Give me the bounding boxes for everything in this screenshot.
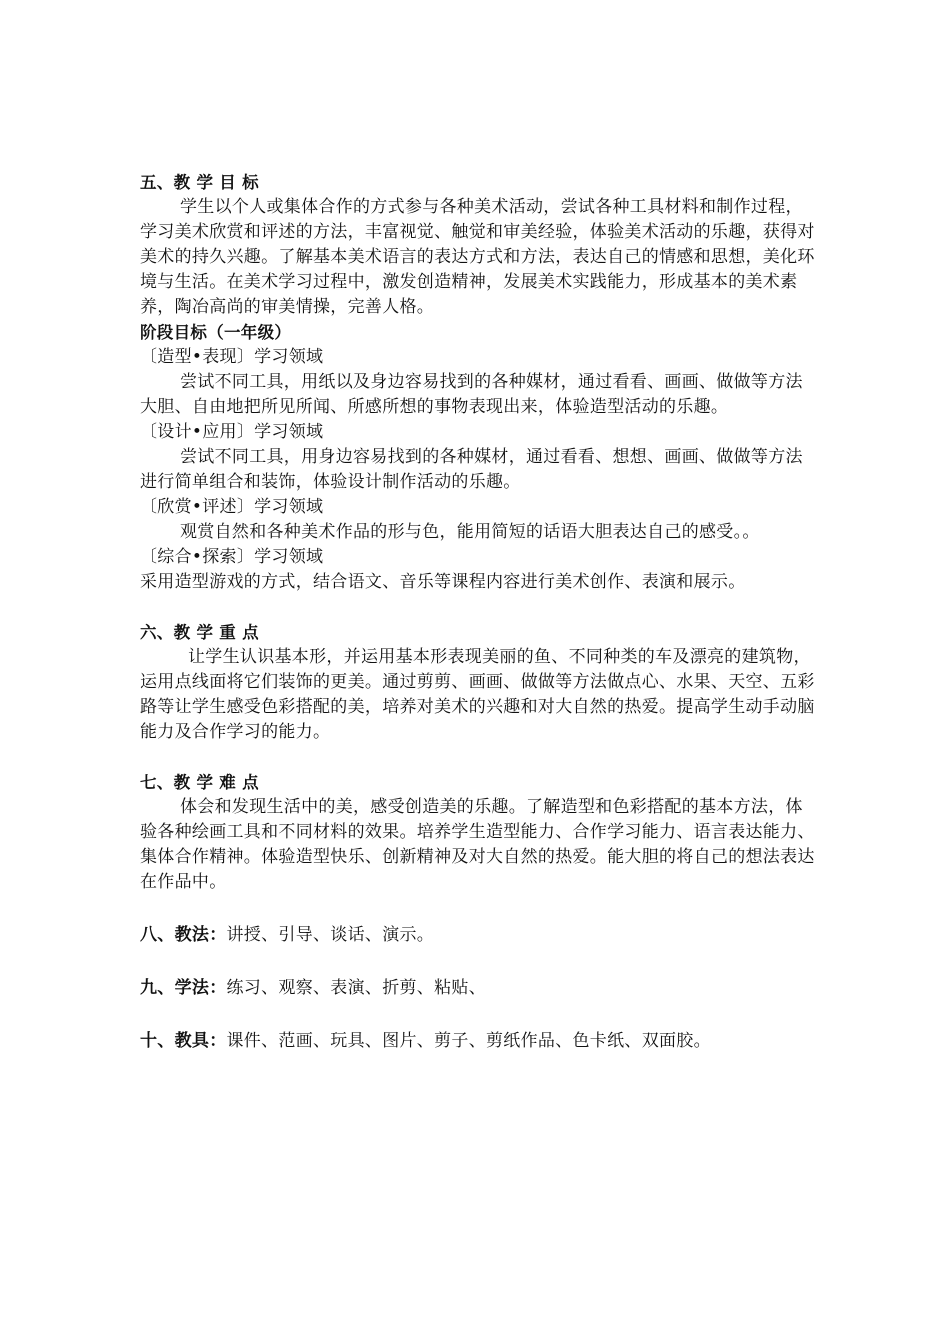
section-9-text: 练习、观察、表演、折剪、粘贴、 [226, 978, 486, 998]
field-label-exploration: 〔综合•探索〕学习领域 [140, 547, 324, 567]
spacer [140, 1001, 820, 1029]
field-text-exploration: 采用造型游戏的方式，结合语文、音乐等课程内容进行美术创作、表演和展示。 [140, 572, 746, 592]
field-text-design: 尝试不同工具，用身边容易找到的各种媒材，通过看看、想想、画画、做做等方法进行简单组合和装饰，体验设计制作活动的乐趣。 [140, 447, 803, 492]
section-5-body: 学生以个人或集体合作的方式参与各种美术活动，尝试各种工具材料和制作过程，学习美术欣赏和评述的方法，丰富视觉、触觉和审美经验，体验美术活动的乐趣，获得对美术的持久兴趣。了解基本美术语言的表达方式和方法，表达自己的情感和思想，美化环境与生活。在美术学习过程中，激发创造精神，发展美术实践能力，形成基本的美术素养，陶冶高尚的审美情操，完善人格。 [140, 197, 815, 317]
section-5-title: 五、教 学 目 标 [140, 173, 259, 192]
document-body [140, 170, 820, 1054]
section-8 [140, 923, 820, 948]
section-10-text: 课件、范画、玩具、图片、剪子、剪纸作品、色卡纸、双面胶。 [226, 1031, 711, 1051]
spacer [140, 595, 820, 620]
field-label-appreciation: 〔欣赏•评述〕学习领域 [140, 497, 324, 517]
section-10-label: 十、教具： [140, 1031, 227, 1051]
section-9-label: 九、学法： [140, 978, 227, 998]
section-6-title: 六、教 学 重 点 [140, 623, 259, 642]
stage-goal-title: 阶段目标（一年级） [140, 323, 292, 342]
field-text-appreciation: 观赏自然和各种美术作品的形与色，能用简短的话语大胆表达自己的感受。。 [180, 522, 760, 542]
field-text-modeling: 尝试不同工具，用纸以及身边容易找到的各种媒材，通过看看、画画、做做等方法大胆、自由地把所见所闻、所感所想的事物表现出来，体验造型活动的乐趣。 [140, 372, 803, 417]
section-8-text: 讲授、引导、谈话、演示。 [226, 925, 435, 945]
field-label-modeling: 〔造型•表现〕学习领域 [140, 347, 324, 367]
section-10 [140, 1029, 820, 1054]
section-7-title: 七、教 学 难 点 [140, 773, 259, 792]
section-7-body: 体会和发现生活中的美，感受创造美的乐趣。了解造型和色彩搭配的基本方法，体验各种绘画工具和不同材料的效果。培养学生造型能力、合作学习能力、语言表达能力、集体合作精神。体验造型快乐、创新精神及对大自然的热爱。能大胆的将自己的想法表达在作品中。 [140, 797, 815, 892]
spacer [140, 948, 820, 976]
spacer [140, 895, 820, 923]
section-6-body: 让学生认识基本形，并运用基本形表现美丽的鱼、不同种类的车及漂亮的建筑物，运用点线面将它们装饰的更美。通过剪剪、画画、做做等方法做点心、水果、天空、五彩路等让学生感受色彩搭配的美，培养对美术的兴趣和对大自然的热爱。提高学生动手动脑能力及合作学习的能力。 [140, 647, 815, 742]
field-label-design: 〔设计•应用〕学习领域 [140, 422, 324, 442]
section-8-label: 八、教法： [140, 925, 227, 945]
spacer [140, 745, 820, 770]
section-9 [140, 976, 820, 1001]
